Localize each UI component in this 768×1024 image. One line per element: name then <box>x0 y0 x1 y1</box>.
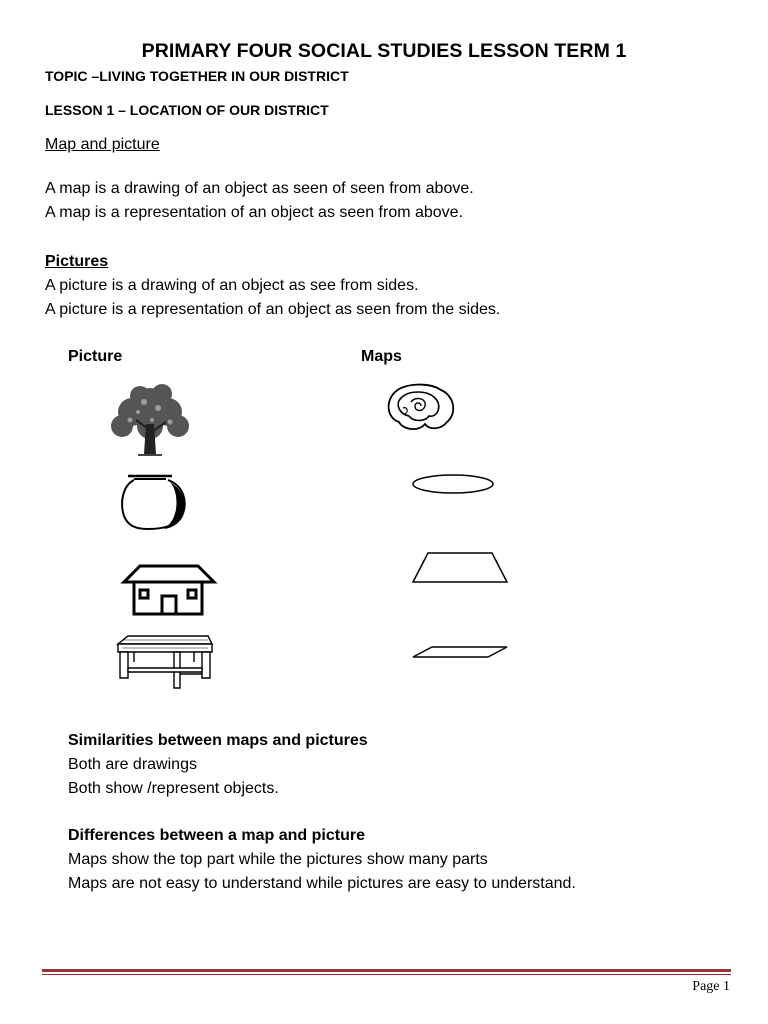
picture-definition-2: A picture is a representation of an object as seen from the sides. <box>45 301 501 318</box>
footer-rule <box>42 969 731 972</box>
difference-item-1: Maps show the top part while the pictures show many parts <box>68 851 488 868</box>
similarity-item-1: Both are drawings <box>68 756 197 773</box>
tree-map-icon <box>385 384 457 434</box>
differences-heading: Differences between a map and picture <box>68 827 365 844</box>
pot-icon <box>118 474 190 532</box>
similarities-heading: Similarities between maps and pictures <box>68 732 368 749</box>
pictures-heading: Pictures <box>45 253 109 270</box>
topic-heading: TOPIC –LIVING TOGETHER IN OUR DISTRICT <box>45 68 349 84</box>
difference-item-2: Maps are not easy to understand while pictures are easy to understand. <box>68 875 576 892</box>
map-definition-1: A map is a drawing of an object as seen of seen from above. <box>45 180 474 197</box>
house-icon <box>122 562 216 618</box>
table-map-icon <box>410 643 510 661</box>
picture-column-heading: Picture <box>68 348 123 365</box>
house-map-icon <box>410 550 510 586</box>
map-and-picture-subheading: Map and picture <box>45 136 160 153</box>
picture-definition-1: A picture is a drawing of an object as see from sides. <box>45 277 419 294</box>
pot-map-icon <box>410 472 496 496</box>
page-number: Page 1 <box>692 979 730 994</box>
similarity-item-2: Both show /represent objects. <box>68 780 279 797</box>
tree-icon <box>108 382 192 458</box>
map-definition-2: A map is a representation of an object as seen from above. <box>45 204 464 221</box>
maps-column-heading: Maps <box>361 348 402 365</box>
document-title: PRIMARY FOUR SOCIAL STUDIES LESSON TERM 1 <box>141 40 627 62</box>
lesson-heading: LESSON 1 – LOCATION OF OUR DISTRICT <box>45 102 329 118</box>
footer-rule-thin <box>42 974 731 975</box>
table-icon <box>114 634 214 692</box>
